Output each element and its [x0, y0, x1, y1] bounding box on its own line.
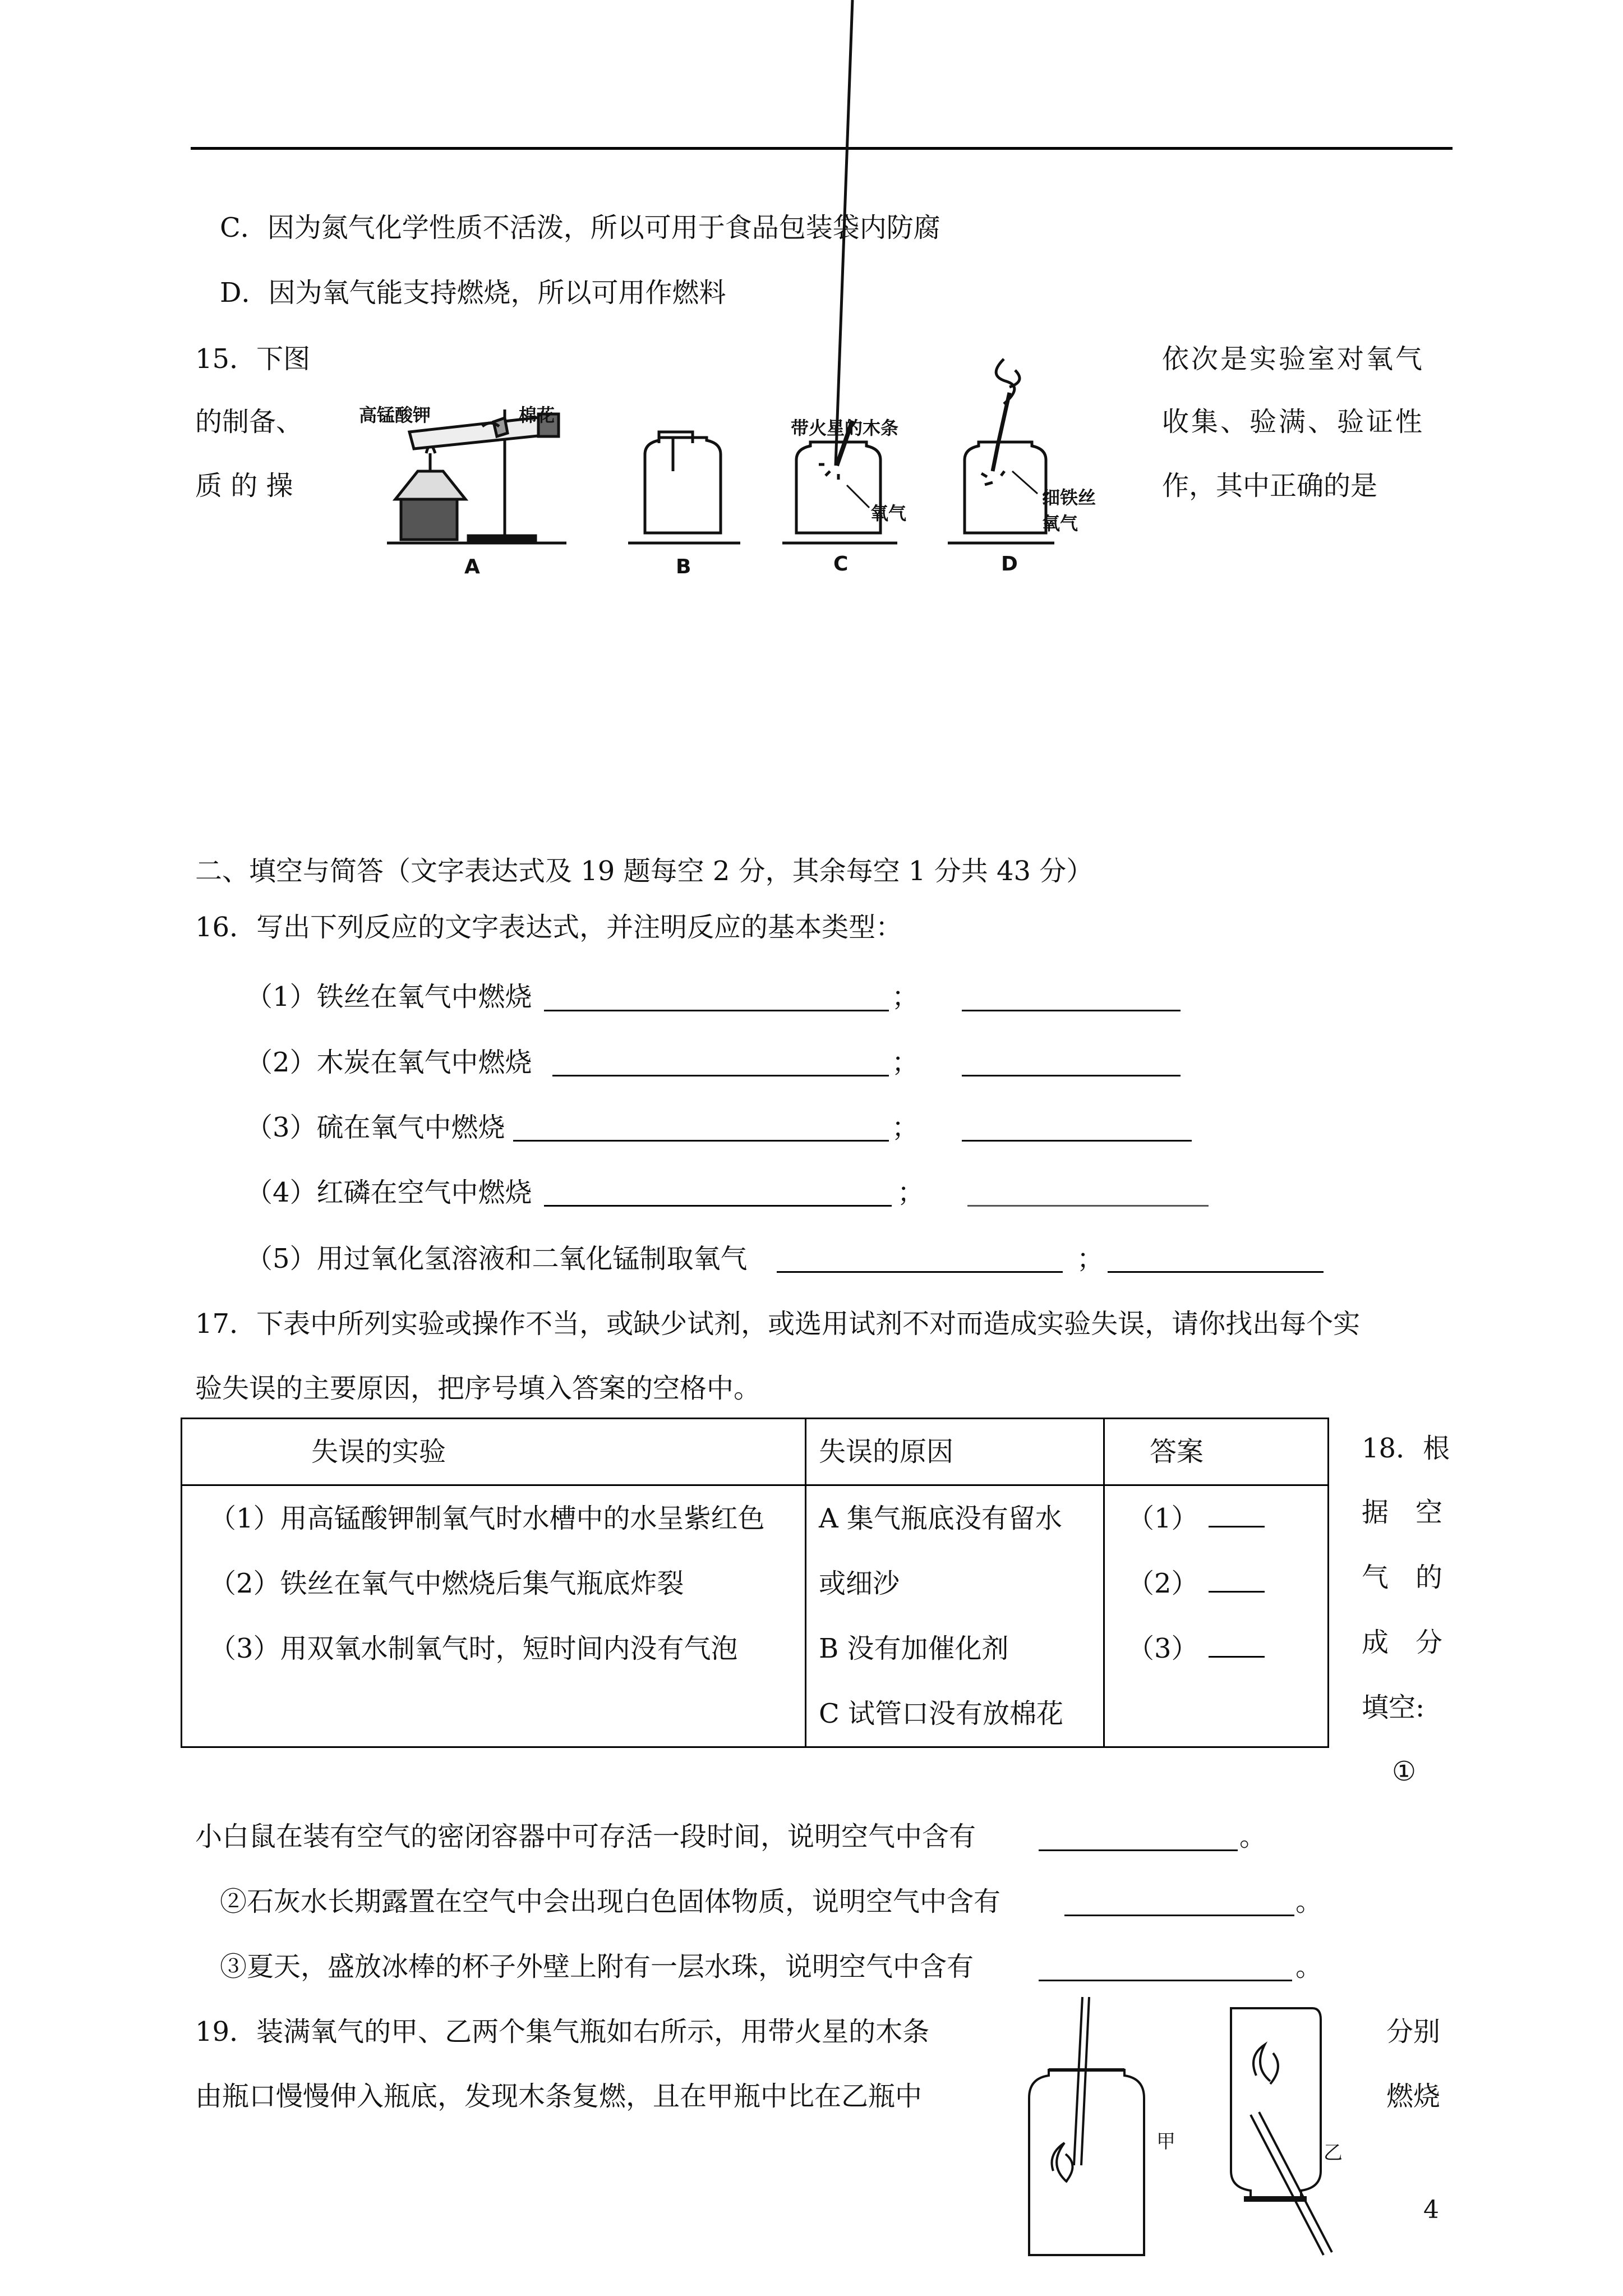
bottle-jia [1029, 2070, 1144, 2255]
q18-blank-1[interactable] [1039, 1849, 1238, 1851]
q15-text-left-1: 15．下图 [195, 343, 311, 375]
splint-jia [1074, 1997, 1089, 2165]
answer-label-2: （2） [1127, 1568, 1198, 1599]
q16-blank-3b[interactable] [962, 1140, 1192, 1142]
q19-line-2-left: 由瓶口慢慢伸入瓶底，发现木条复燃，且在甲瓶中比在乙瓶中 [195, 2081, 923, 2112]
q16-blank-4a[interactable] [544, 1205, 892, 1207]
q17-stem-line-2: 验失误的主要原因，把序号填入答案的空格中。 [195, 1373, 761, 1404]
q17-table [181, 1418, 1329, 1748]
q16-item-3: （3）硫在氧气中燃烧 [246, 1112, 505, 1143]
reason-b: B 没有加催化剂 [819, 1633, 1009, 1664]
q16-sep-3: ； [892, 1112, 919, 1143]
flame-yi [1253, 2045, 1278, 2084]
answer-row-2 [1127, 1551, 1327, 1616]
q15-text-right-3: 作，其中正确的是 [1162, 470, 1378, 501]
table-row [182, 1485, 1329, 1747]
label-cotton: 棉花 [519, 404, 555, 426]
q18-side-5: 填空: [1362, 1692, 1425, 1723]
table-row [182, 1419, 1329, 1485]
stand-base [468, 536, 536, 542]
q16-blank-3a[interactable] [513, 1140, 889, 1142]
q19-line-1-left: 19．装满氧气的甲、乙两个集气瓶如右所示，用带火星的木条 [195, 2016, 930, 2047]
answer-row-3 [1127, 1616, 1327, 1681]
q16-blank-1b[interactable] [962, 1010, 1181, 1011]
q15-text-right-1: 依次是实验室对氧气 [1162, 343, 1425, 375]
q18-line-2: ②石灰水长期露置在空气中会出现白色固体物质，说明空气中含有 [220, 1886, 1001, 1917]
q18-blank-2[interactable] [1064, 1915, 1294, 1916]
q15-text-right-2: 收集、验满、验证性 [1162, 406, 1425, 438]
splint-c [836, 0, 852, 466]
iron-sparks [981, 471, 1004, 485]
q16-blank-5a[interactable] [777, 1271, 1063, 1273]
q14-option-c: C．因为氮气化学性质不活泼，所以可用于食品包装袋内防腐 [220, 212, 940, 243]
q16-item-4: （4）红磷在空气中燃烧 [246, 1177, 532, 1208]
leader-iron-wire [1012, 471, 1038, 494]
q18-side-2: 据 空 [1362, 1497, 1443, 1528]
q15-text-left-3: 质 的 操 [195, 470, 293, 501]
page-number: 4 [1423, 2196, 1439, 2224]
q15-figure-svg [0, 0, 1623, 617]
q19-line-1-right: 分别 [1386, 2016, 1441, 2047]
answer-label-3: （3） [1127, 1633, 1198, 1664]
section-2-title: 二、填空与简答（文字表达式及 19 题每空 2 分，其余每空 1 分共 43 分） [195, 855, 1094, 887]
reasons-cell [806, 1485, 1104, 1747]
bottle-yi [1231, 2008, 1321, 2199]
answer-blank-3[interactable] [1209, 1634, 1265, 1658]
reason-a-1: A 集气瓶底没有留水 [819, 1503, 1062, 1534]
panel-label-b: B [676, 555, 691, 578]
answer-label-1: （1） [1127, 1503, 1198, 1534]
flame-jia [1052, 2143, 1073, 2182]
panel-label-d: D [1001, 553, 1018, 576]
iron-wire [993, 393, 1009, 471]
q14-option-d: D．因为氧气能支持燃烧，所以可用作燃料 [220, 277, 726, 309]
q15-text-left-2: 的制备、 [195, 406, 303, 438]
q18-line-1: 小白鼠在装有空气的密闭容器中可存活一段时间，说明空气中含有 [195, 1821, 976, 1852]
reason-c: C 试管口没有放棉花 [819, 1698, 1063, 1729]
header-reason: 失误的原因 [806, 1419, 1104, 1485]
answer-row-1 [1127, 1486, 1327, 1551]
q19-figure [1009, 1986, 1357, 2277]
panel-label-c: C [833, 553, 849, 576]
q18-line-3: ③夏天，盛放冰棒的杯子外壁上附有一层水珠，说明空气中含有 [220, 1951, 974, 1982]
label-iron-wire: 细铁丝 [1042, 487, 1096, 508]
header-answer: 答案 [1104, 1419, 1329, 1485]
reason-a-2: 或细沙 [819, 1568, 900, 1599]
q16-item-5: （5）用过氧化氢溶液和二氧化锰制取氧气 [246, 1243, 748, 1274]
q18-end-2: 。 [1295, 1886, 1323, 1917]
q16-sep-2: ； [892, 1047, 919, 1078]
experiments-cell [182, 1485, 806, 1747]
q16-blank-1a[interactable] [544, 1010, 889, 1011]
header-experiment: 失误的实验 [182, 1419, 806, 1485]
q18-end-3: 。 [1295, 1951, 1323, 1982]
bottle-d [965, 442, 1046, 533]
splint-c-glow [819, 464, 838, 480]
label-oxygen-c: 氧气 [870, 503, 907, 524]
q18-blank-3[interactable] [1039, 1980, 1292, 1981]
q18-side-4: 成 分 [1362, 1627, 1443, 1658]
q16-item-1: （1）铁丝在氧气中燃烧 [246, 981, 532, 1013]
panel-label-a: A [464, 555, 480, 578]
leader-oxygen-c [847, 485, 869, 508]
label-oxygen-d: 氧气 [1042, 513, 1078, 534]
q16-blank-2b[interactable] [962, 1075, 1181, 1076]
label-splint: 带火星的木条 [791, 417, 899, 439]
q15-figure [0, 0, 1623, 617]
answer-blank-1[interactable] [1209, 1503, 1265, 1527]
q18-side-3: 气 的 [1362, 1562, 1443, 1593]
experiment-1: （1）用高锰酸钾制氧气时水槽中的水呈紫红色 [209, 1503, 765, 1534]
q18-end-1: 。 [1239, 1821, 1267, 1852]
label-kmno4: 高锰酸钾 [359, 404, 431, 426]
q17-stem-line-1: 17．下表中所列实验或操作不当，或缺少试剂，或选用试剂不对而造成实验失误，请你找出每个实 [195, 1308, 1361, 1340]
q16-sep-1: ； [892, 981, 919, 1013]
label-yi: 乙 [1324, 2142, 1343, 2164]
answer-blank-2[interactable] [1209, 1568, 1265, 1593]
bottle-b [645, 438, 721, 533]
experiment-2: （2）铁丝在氧气中燃烧后集气瓶底炸裂 [209, 1568, 684, 1599]
q16-blank-5b[interactable] [1108, 1271, 1324, 1273]
q16-sep-5: ； [1077, 1243, 1104, 1274]
q19-line-2-right: 燃烧 [1386, 2081, 1441, 2112]
wood-block [401, 499, 457, 540]
q16-blank-2a[interactable] [552, 1075, 889, 1076]
label-jia: 甲 [1156, 2131, 1175, 2153]
alcohol-lamp [395, 471, 465, 499]
q16-blank-4b[interactable] [967, 1205, 1209, 1207]
q18-side-1: 18．根 [1362, 1433, 1450, 1464]
q16-stem: 16．写出下列反应的文字表达式，并注明反应的基本类型： [195, 912, 903, 943]
q16-sep-4: ； [897, 1177, 925, 1208]
tube-clamp [494, 418, 508, 436]
experiment-3: （3）用双氧水制氧气时，短时间内没有气泡 [209, 1633, 738, 1664]
q19-figure-svg [1009, 1986, 1357, 2277]
q18-side-6: ① [1392, 1756, 1417, 1787]
q16-item-2: （2）木炭在氧气中燃烧 [246, 1047, 532, 1078]
answers-cell [1104, 1485, 1329, 1747]
